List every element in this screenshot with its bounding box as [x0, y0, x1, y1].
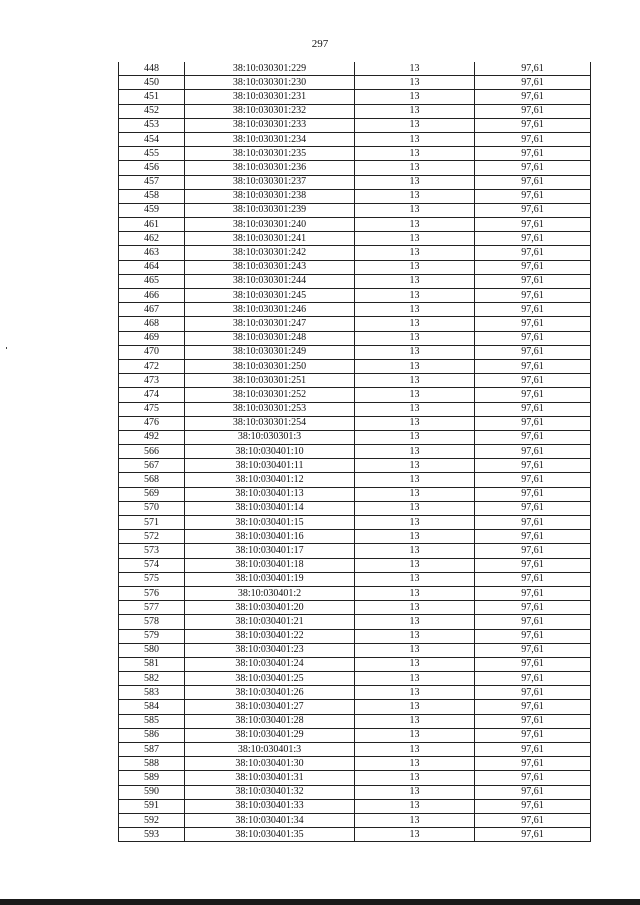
quantity-cell: 13 — [355, 828, 475, 842]
quantity-cell: 13 — [355, 359, 475, 373]
row-number-cell: 585 — [119, 714, 185, 728]
value-cell: 97,61 — [475, 544, 591, 558]
quantity-cell: 13 — [355, 246, 475, 260]
quantity-cell: 13 — [355, 232, 475, 246]
value-cell: 97,61 — [475, 430, 591, 444]
cadastral-number-cell: 38:10:030401:28 — [185, 714, 355, 728]
cadastral-number-cell: 38:10:030301:3 — [185, 430, 355, 444]
quantity-cell: 13 — [355, 714, 475, 728]
row-number-cell: 452 — [119, 104, 185, 118]
cadastral-number-cell: 38:10:030301:243 — [185, 260, 355, 274]
row-number-cell: 593 — [119, 828, 185, 842]
cadastral-number-cell: 38:10:030301:249 — [185, 345, 355, 359]
cadastral-number-cell: 38:10:030401:11 — [185, 459, 355, 473]
quantity-cell: 13 — [355, 104, 475, 118]
table-row — [119, 686, 591, 700]
cadastral-number-cell: 38:10:030301:252 — [185, 388, 355, 402]
quantity-cell: 13 — [355, 813, 475, 827]
cadastral-number-cell: 38:10:030301:233 — [185, 118, 355, 132]
row-number-cell: 475 — [119, 402, 185, 416]
quantity-cell: 13 — [355, 147, 475, 161]
row-number-cell: 457 — [119, 175, 185, 189]
quantity-cell: 13 — [355, 487, 475, 501]
table-row — [119, 331, 591, 345]
value-cell: 97,61 — [475, 359, 591, 373]
table-row — [119, 374, 591, 388]
value-cell: 97,61 — [475, 572, 591, 586]
table-row — [119, 388, 591, 402]
row-number-cell: 583 — [119, 686, 185, 700]
table-row — [119, 601, 591, 615]
row-number-cell: 464 — [119, 260, 185, 274]
value-cell: 97,61 — [475, 700, 591, 714]
quantity-cell: 13 — [355, 558, 475, 572]
table-row — [119, 785, 591, 799]
quantity-cell: 13 — [355, 416, 475, 430]
value-cell: 97,61 — [475, 416, 591, 430]
row-number-cell: 455 — [119, 147, 185, 161]
quantity-cell: 13 — [355, 501, 475, 515]
row-number-cell: 467 — [119, 303, 185, 317]
scan-speck — [6, 347, 7, 349]
quantity-cell: 13 — [355, 118, 475, 132]
table-row — [119, 132, 591, 146]
row-number-cell: 451 — [119, 90, 185, 104]
value-cell: 97,61 — [475, 516, 591, 530]
quantity-cell: 13 — [355, 289, 475, 303]
value-cell: 97,61 — [475, 615, 591, 629]
value-cell: 97,61 — [475, 501, 591, 515]
quantity-cell: 13 — [355, 62, 475, 76]
quantity-cell: 13 — [355, 303, 475, 317]
value-cell: 97,61 — [475, 530, 591, 544]
row-number-cell: 577 — [119, 601, 185, 615]
cadastral-number-cell: 38:10:030401:20 — [185, 601, 355, 615]
table-row — [119, 104, 591, 118]
cadastral-number-cell: 38:10:030301:232 — [185, 104, 355, 118]
row-number-cell: 578 — [119, 615, 185, 629]
quantity-cell: 13 — [355, 445, 475, 459]
quantity-cell: 13 — [355, 161, 475, 175]
row-number-cell: 458 — [119, 189, 185, 203]
value-cell: 97,61 — [475, 686, 591, 700]
cadastral-number-cell: 38:10:030301:229 — [185, 62, 355, 76]
row-number-cell: 472 — [119, 359, 185, 373]
cadastral-number-cell: 38:10:030301:248 — [185, 331, 355, 345]
quantity-cell: 13 — [355, 615, 475, 629]
value-cell: 97,61 — [475, 303, 591, 317]
value-cell: 97,61 — [475, 260, 591, 274]
quantity-cell: 13 — [355, 686, 475, 700]
cadastral-number-cell: 38:10:030301:234 — [185, 132, 355, 146]
cadastral-number-cell: 38:10:030401:12 — [185, 473, 355, 487]
quantity-cell: 13 — [355, 643, 475, 657]
value-cell: 97,61 — [475, 374, 591, 388]
value-cell: 97,61 — [475, 672, 591, 686]
row-number-cell: 575 — [119, 572, 185, 586]
cadastral-number-cell: 38:10:030401:34 — [185, 813, 355, 827]
value-cell: 97,61 — [475, 232, 591, 246]
quantity-cell: 13 — [355, 345, 475, 359]
table-row — [119, 359, 591, 373]
row-number-cell: 566 — [119, 445, 185, 459]
value-cell: 97,61 — [475, 473, 591, 487]
value-cell: 97,61 — [475, 799, 591, 813]
row-number-cell: 571 — [119, 516, 185, 530]
quantity-cell: 13 — [355, 572, 475, 586]
value-cell: 97,61 — [475, 459, 591, 473]
table-body — [119, 62, 591, 842]
row-number-cell: 567 — [119, 459, 185, 473]
value-cell: 97,61 — [475, 274, 591, 288]
cadastral-number-cell: 38:10:030401:17 — [185, 544, 355, 558]
value-cell: 97,61 — [475, 317, 591, 331]
cadastral-number-cell: 38:10:030301:236 — [185, 161, 355, 175]
value-cell: 97,61 — [475, 828, 591, 842]
cadastral-number-cell: 38:10:030301:237 — [185, 175, 355, 189]
row-number-cell: 568 — [119, 473, 185, 487]
quantity-cell: 13 — [355, 132, 475, 146]
table-row — [119, 289, 591, 303]
table-row — [119, 260, 591, 274]
value-cell: 97,61 — [475, 601, 591, 615]
row-number-cell: 474 — [119, 388, 185, 402]
cadastral-number-cell: 38:10:030401:26 — [185, 686, 355, 700]
table-row — [119, 771, 591, 785]
row-number-cell: 454 — [119, 132, 185, 146]
cadastral-number-cell: 38:10:030401:25 — [185, 672, 355, 686]
quantity-cell: 13 — [355, 218, 475, 232]
value-cell: 97,61 — [475, 218, 591, 232]
value-cell: 97,61 — [475, 388, 591, 402]
cadastral-number-cell: 38:10:030401:31 — [185, 771, 355, 785]
value-cell: 97,61 — [475, 445, 591, 459]
value-cell: 97,61 — [475, 246, 591, 260]
value-cell: 97,61 — [475, 76, 591, 90]
table-row — [119, 203, 591, 217]
row-number-cell: 448 — [119, 62, 185, 76]
table-row — [119, 175, 591, 189]
value-cell: 97,61 — [475, 785, 591, 799]
row-number-cell: 459 — [119, 203, 185, 217]
quantity-cell: 13 — [355, 629, 475, 643]
table-row — [119, 629, 591, 643]
row-number-cell: 572 — [119, 530, 185, 544]
value-cell: 97,61 — [475, 657, 591, 671]
row-number-cell: 469 — [119, 331, 185, 345]
value-cell: 97,61 — [475, 813, 591, 827]
row-number-cell: 584 — [119, 700, 185, 714]
table-row — [119, 572, 591, 586]
quantity-cell: 13 — [355, 586, 475, 600]
row-number-cell: 468 — [119, 317, 185, 331]
table-row — [119, 473, 591, 487]
cadastral-number-cell: 38:10:030301:231 — [185, 90, 355, 104]
quantity-cell: 13 — [355, 473, 475, 487]
cadastral-number-cell: 38:10:030401:19 — [185, 572, 355, 586]
value-cell: 97,61 — [475, 487, 591, 501]
cadastral-number-cell: 38:10:030401:33 — [185, 799, 355, 813]
table-row — [119, 90, 591, 104]
quantity-cell: 13 — [355, 203, 475, 217]
row-number-cell: 576 — [119, 586, 185, 600]
table-row — [119, 615, 591, 629]
value-cell: 97,61 — [475, 62, 591, 76]
row-number-cell: 592 — [119, 813, 185, 827]
cadastral-number-cell: 38:10:030401:30 — [185, 757, 355, 771]
value-cell: 97,61 — [475, 289, 591, 303]
table-row — [119, 445, 591, 459]
quantity-cell: 13 — [355, 260, 475, 274]
cadastral-number-cell: 38:10:030301:239 — [185, 203, 355, 217]
cadastral-number-cell: 38:10:030401:14 — [185, 501, 355, 515]
table-row — [119, 799, 591, 813]
table-row — [119, 558, 591, 572]
table-row — [119, 303, 591, 317]
table-row — [119, 501, 591, 515]
table-row — [119, 487, 591, 501]
quantity-cell: 13 — [355, 516, 475, 530]
quantity-cell: 13 — [355, 657, 475, 671]
cadastral-number-cell: 38:10:030301:246 — [185, 303, 355, 317]
row-number-cell: 473 — [119, 374, 185, 388]
value-cell: 97,61 — [475, 558, 591, 572]
quantity-cell: 13 — [355, 388, 475, 402]
quantity-cell: 13 — [355, 672, 475, 686]
cadastral-number-cell: 38:10:030301:240 — [185, 218, 355, 232]
quantity-cell: 13 — [355, 757, 475, 771]
quantity-cell: 13 — [355, 785, 475, 799]
row-number-cell: 570 — [119, 501, 185, 515]
cadastral-number-cell: 38:10:030301:230 — [185, 76, 355, 90]
value-cell: 97,61 — [475, 331, 591, 345]
value-cell: 97,61 — [475, 586, 591, 600]
table-row — [119, 118, 591, 132]
table-row — [119, 430, 591, 444]
table-row — [119, 516, 591, 530]
row-number-cell: 586 — [119, 728, 185, 742]
row-number-cell: 456 — [119, 161, 185, 175]
table-row — [119, 232, 591, 246]
table-row — [119, 530, 591, 544]
row-number-cell: 476 — [119, 416, 185, 430]
quantity-cell: 13 — [355, 601, 475, 615]
cadastral-number-cell: 38:10:030301:253 — [185, 402, 355, 416]
quantity-cell: 13 — [355, 331, 475, 345]
row-number-cell: 588 — [119, 757, 185, 771]
value-cell: 97,61 — [475, 345, 591, 359]
table-row — [119, 317, 591, 331]
table-row — [119, 459, 591, 473]
cadastral-number-cell: 38:10:030301:235 — [185, 147, 355, 161]
table-row — [119, 274, 591, 288]
table-row — [119, 643, 591, 657]
cadastral-number-cell: 38:10:030301:251 — [185, 374, 355, 388]
table-row — [119, 586, 591, 600]
cadastral-number-cell: 38:10:030401:32 — [185, 785, 355, 799]
page-number: 297 — [311, 38, 329, 50]
value-cell: 97,61 — [475, 402, 591, 416]
cadastral-number-cell: 38:10:030401:21 — [185, 615, 355, 629]
cadastral-number-cell: 38:10:030301:238 — [185, 189, 355, 203]
table-row — [119, 743, 591, 757]
value-cell: 97,61 — [475, 104, 591, 118]
row-number-cell: 461 — [119, 218, 185, 232]
row-number-cell: 574 — [119, 558, 185, 572]
value-cell: 97,61 — [475, 90, 591, 104]
row-number-cell: 587 — [119, 743, 185, 757]
cadastral-number-cell: 38:10:030401:24 — [185, 657, 355, 671]
value-cell: 97,61 — [475, 132, 591, 146]
row-number-cell: 589 — [119, 771, 185, 785]
quantity-cell: 13 — [355, 274, 475, 288]
quantity-cell: 13 — [355, 799, 475, 813]
value-cell: 97,61 — [475, 175, 591, 189]
table-row — [119, 828, 591, 842]
cadastral-number-cell: 38:10:030401:2 — [185, 586, 355, 600]
value-cell: 97,61 — [475, 743, 591, 757]
cadastral-number-cell: 38:10:030301:244 — [185, 274, 355, 288]
cadastral-number-cell: 38:10:030401:13 — [185, 487, 355, 501]
quantity-cell: 13 — [355, 175, 475, 189]
table-row — [119, 246, 591, 260]
table-row — [119, 147, 591, 161]
row-number-cell: 582 — [119, 672, 185, 686]
cadastral-number-cell: 38:10:030401:27 — [185, 700, 355, 714]
cadastral-number-cell: 38:10:030401:35 — [185, 828, 355, 842]
table-row — [119, 345, 591, 359]
value-cell: 97,61 — [475, 147, 591, 161]
quantity-cell: 13 — [355, 90, 475, 104]
cadastral-number-cell: 38:10:030401:16 — [185, 530, 355, 544]
value-cell: 97,61 — [475, 728, 591, 742]
row-number-cell: 463 — [119, 246, 185, 260]
cadastral-number-cell: 38:10:030401:22 — [185, 629, 355, 643]
quantity-cell: 13 — [355, 743, 475, 757]
table-row — [119, 76, 591, 90]
quantity-cell: 13 — [355, 771, 475, 785]
quantity-cell: 13 — [355, 76, 475, 90]
table-row — [119, 161, 591, 175]
row-number-cell: 581 — [119, 657, 185, 671]
cadastral-number-cell: 38:10:030401:23 — [185, 643, 355, 657]
quantity-cell: 13 — [355, 700, 475, 714]
row-number-cell: 580 — [119, 643, 185, 657]
table-row — [119, 62, 591, 76]
value-cell: 97,61 — [475, 771, 591, 785]
table-row — [119, 189, 591, 203]
quantity-cell: 13 — [355, 430, 475, 444]
row-number-cell: 590 — [119, 785, 185, 799]
quantity-cell: 13 — [355, 374, 475, 388]
value-cell: 97,61 — [475, 629, 591, 643]
value-cell: 97,61 — [475, 118, 591, 132]
row-number-cell: 453 — [119, 118, 185, 132]
cadastral-number-cell: 38:10:030301:250 — [185, 359, 355, 373]
table-row — [119, 416, 591, 430]
cadastral-number-cell: 38:10:030301:241 — [185, 232, 355, 246]
document-table-container — [118, 62, 590, 842]
table-row — [119, 218, 591, 232]
table-row — [119, 813, 591, 827]
table-row — [119, 700, 591, 714]
cadastral-number-cell: 38:10:030301:254 — [185, 416, 355, 430]
value-cell: 97,61 — [475, 714, 591, 728]
value-cell: 97,61 — [475, 189, 591, 203]
scan-edge-band — [0, 899, 640, 905]
row-number-cell: 465 — [119, 274, 185, 288]
quantity-cell: 13 — [355, 189, 475, 203]
row-number-cell: 579 — [119, 629, 185, 643]
quantity-cell: 13 — [355, 459, 475, 473]
row-number-cell: 462 — [119, 232, 185, 246]
quantity-cell: 13 — [355, 402, 475, 416]
value-cell: 97,61 — [475, 757, 591, 771]
row-number-cell: 466 — [119, 289, 185, 303]
table-row — [119, 714, 591, 728]
cadastral-number-cell: 38:10:030401:15 — [185, 516, 355, 530]
quantity-cell: 13 — [355, 728, 475, 742]
row-number-cell: 591 — [119, 799, 185, 813]
row-number-cell: 470 — [119, 345, 185, 359]
value-cell: 97,61 — [475, 161, 591, 175]
cadastral-number-cell: 38:10:030401:3 — [185, 743, 355, 757]
parcel-table — [118, 62, 591, 842]
table-row — [119, 544, 591, 558]
value-cell: 97,61 — [475, 203, 591, 217]
table-row — [119, 657, 591, 671]
table-row — [119, 728, 591, 742]
row-number-cell: 492 — [119, 430, 185, 444]
row-number-cell: 573 — [119, 544, 185, 558]
row-number-cell: 569 — [119, 487, 185, 501]
cadastral-number-cell: 38:10:030401:29 — [185, 728, 355, 742]
value-cell: 97,61 — [475, 643, 591, 657]
cadastral-number-cell: 38:10:030401:18 — [185, 558, 355, 572]
cadastral-number-cell: 38:10:030401:10 — [185, 445, 355, 459]
quantity-cell: 13 — [355, 317, 475, 331]
table-row — [119, 672, 591, 686]
row-number-cell: 450 — [119, 76, 185, 90]
cadastral-number-cell: 38:10:030301:245 — [185, 289, 355, 303]
cadastral-number-cell: 38:10:030301:247 — [185, 317, 355, 331]
cadastral-number-cell: 38:10:030301:242 — [185, 246, 355, 260]
table-row — [119, 402, 591, 416]
table-row — [119, 757, 591, 771]
quantity-cell: 13 — [355, 544, 475, 558]
quantity-cell: 13 — [355, 530, 475, 544]
